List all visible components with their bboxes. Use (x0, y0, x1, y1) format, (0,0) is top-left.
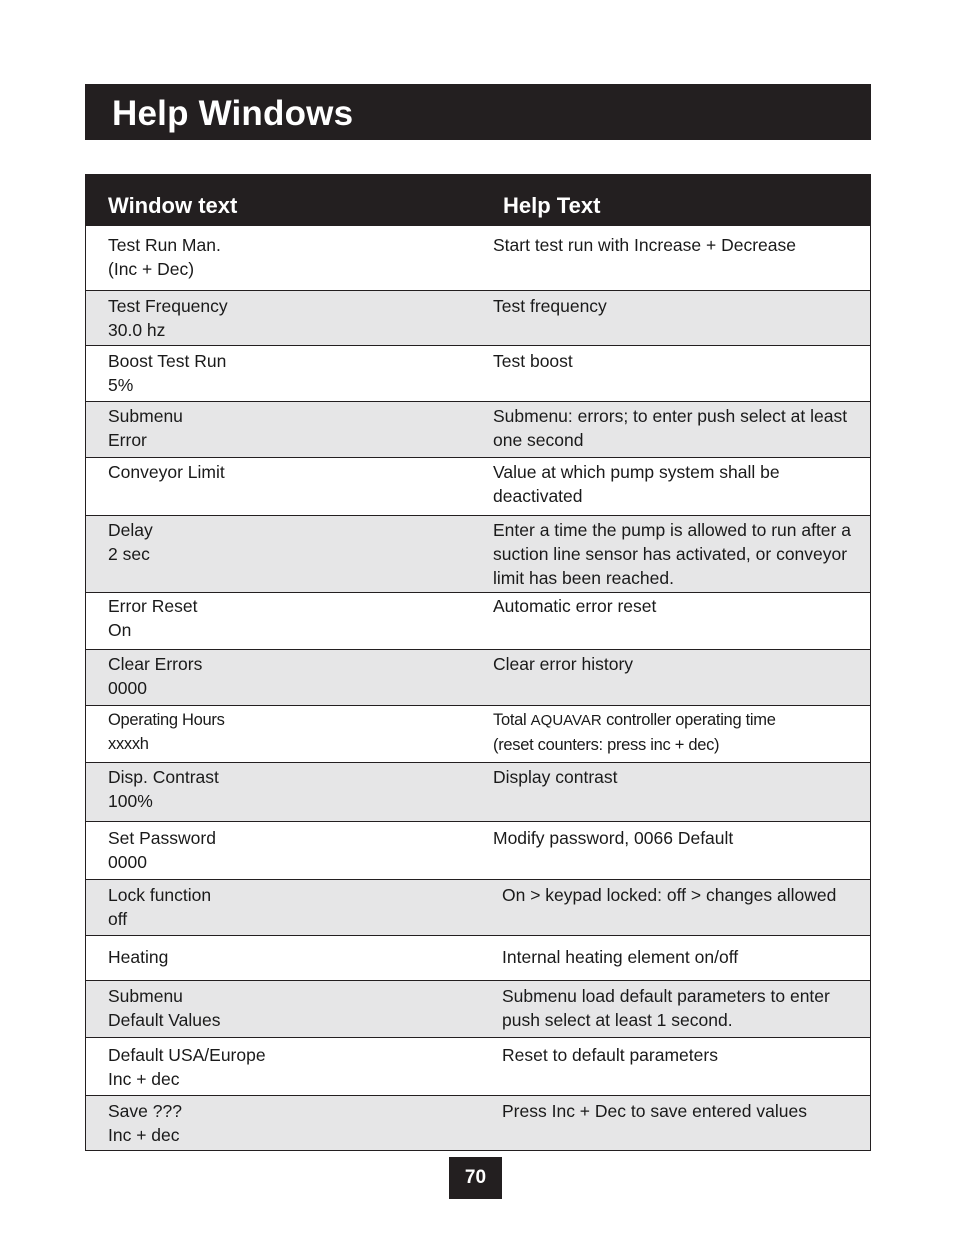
help-text-cell: Display contrast (493, 767, 618, 787)
help-text-cell: On > keypad locked: off > changes allowed (502, 885, 837, 905)
window-text-cell: Test Frequency 30.0 hz (108, 296, 228, 340)
help-text-cell: Submenu load default parameters to enter push select at least 1 second. (502, 986, 830, 1030)
table-row (86, 705, 870, 762)
window-text-cell: Save ??? Inc + dec (108, 1101, 182, 1145)
table-row (86, 515, 870, 592)
window-text-cell: Submenu Default Values (108, 986, 221, 1030)
help-text-cell: Submenu: errors; to enter push select at least one second (493, 406, 848, 450)
help-table (85, 174, 871, 1151)
table-row (86, 345, 870, 401)
table-row (86, 592, 870, 649)
page-title: Help Windows (112, 94, 354, 133)
window-text-cell: Clear Errors 0000 (108, 654, 203, 698)
help-text-cell: Test frequency (493, 296, 607, 316)
table-row (86, 457, 870, 515)
help-text-cell: Reset to default parameters (502, 1045, 718, 1065)
window-text-cell: Test Run Man. (Inc + Dec) (108, 235, 221, 279)
help-text-cell: Internal heating element on/off (502, 947, 739, 967)
table-row (86, 879, 870, 935)
window-text-cell: Set Password 0000 (108, 828, 216, 872)
help-text-cell: Press Inc + Dec to save entered values (502, 1101, 807, 1121)
help-text-cell: Automatic error reset (493, 596, 657, 616)
table-row (86, 225, 870, 290)
window-text-cell: Submenu Error (108, 406, 183, 450)
table-row (86, 821, 870, 879)
table-row (86, 290, 870, 345)
table-row (86, 935, 870, 980)
window-text-cell: Delay 2 sec (108, 520, 153, 564)
window-text-cell: Operating Hours xxxxh (108, 711, 225, 753)
help-text-cell: Modify password, 0066 Default (493, 828, 734, 848)
table-row (86, 980, 870, 1037)
window-text-cell: Error Reset On (108, 596, 198, 640)
page-number: 70 (449, 1157, 502, 1199)
help-text-cell: Enter a time the pump is allowed to run after a suction line sensor has activated, or conveyor limit has been reached. (493, 520, 851, 588)
window-text-cell: Default USA/Europe Inc + dec (108, 1045, 266, 1089)
title-bar (85, 84, 871, 140)
window-text-cell: Conveyor Limit (108, 462, 225, 482)
table-row (86, 1037, 870, 1095)
header-window-text: Window text (108, 193, 238, 218)
help-text-cell: Value at which pump system shall be deactivated (493, 462, 780, 506)
aquavar-brand: AQUAVAR (530, 712, 602, 729)
window-text-cell: Disp. Contrast 100% (108, 767, 219, 811)
header-help-text: Help Text (503, 193, 601, 218)
table-row (86, 762, 870, 821)
help-text-cell: Start test run with Increase + Decrease (493, 235, 796, 255)
window-text-cell: Boost Test Run 5% (108, 351, 227, 395)
table-row (86, 1095, 870, 1150)
table-row (86, 401, 870, 457)
table-row (86, 649, 870, 705)
help-text-cell: Test boost (493, 351, 573, 371)
help-text-cell: Clear error history (493, 654, 634, 674)
help-text-cell: Total AQUAVAR controller operating time (reset counters: press inc + dec) (493, 711, 776, 754)
window-text-cell: Lock function off (108, 885, 212, 929)
table-header (86, 174, 870, 225)
window-text-cell: Heating (108, 947, 169, 967)
